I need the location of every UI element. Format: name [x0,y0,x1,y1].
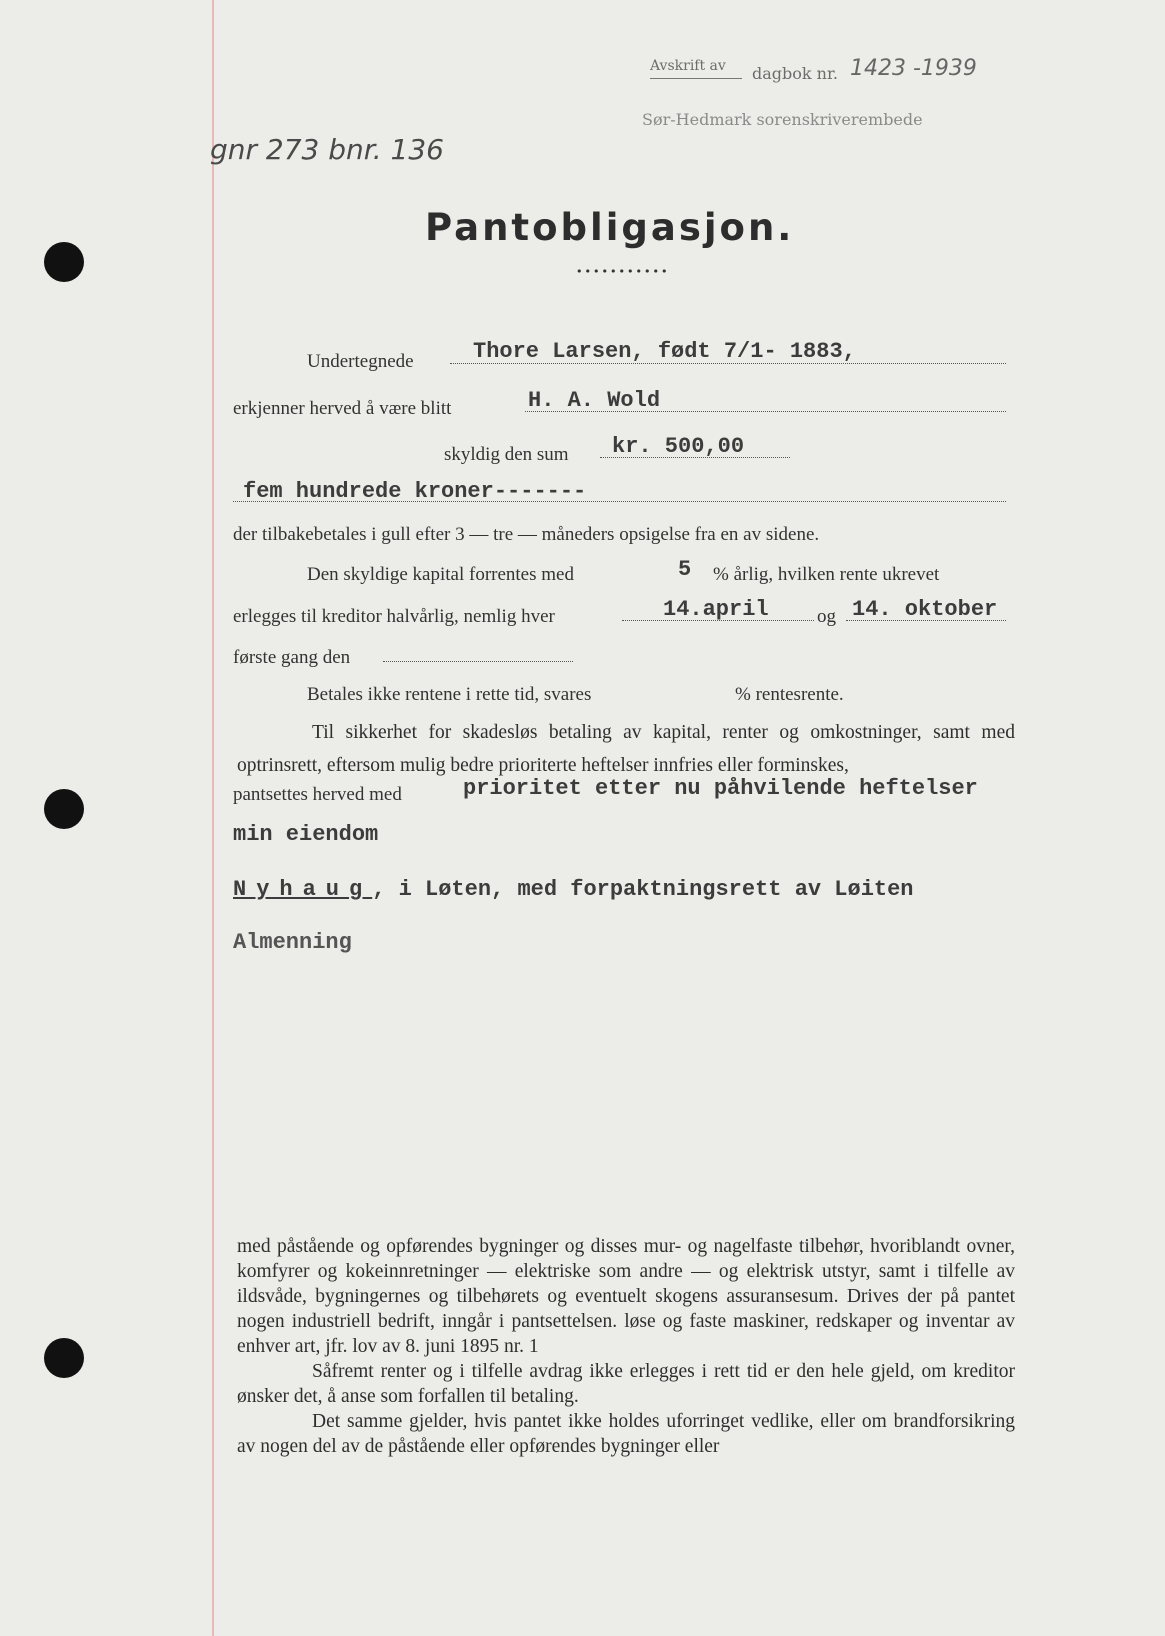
punch-hole-icon [44,242,84,282]
punch-hole-icon [44,1338,84,1378]
page-title: Pantobligasjon. [425,206,795,249]
erlegges-label: erlegges til kreditor halvårlig, nemlig hver [233,606,555,627]
stamp-avskrift: Avskrift av [650,58,726,74]
amount-value: kr. 500,00 [612,434,745,459]
sikkerhet-paragraph: Til sikkerhet for skadesløs betaling av kapital, renter og omkostninger, samt med optrinsrett, eftersom mulig bedre prioriterte heftelser innfries eller forminskes, [237,722,1015,776]
skyldig-label: skyldig den sum [444,444,569,465]
property-line [233,877,914,902]
kapital-label: Den skyldige kapital forrentes med [307,564,574,585]
kapital-label-2: % årlig, hvilken rente ukrevet [713,564,940,585]
date1-value: 14.april [663,597,769,622]
punch-hole-icon [44,789,84,829]
dotted-line [383,661,573,662]
erkjenner-label: erkjenner herved å være blitt [233,398,452,419]
margin-line [212,0,214,1636]
undertegnede-label: Undertegnede [307,351,414,372]
pantsettes-label: pantsettes herved med [233,784,402,805]
og-label: og [817,606,836,627]
amount-words-value: fem hundrede kroner------- [243,479,587,504]
rate-value: 5 [678,557,692,582]
almenning-line: Almenning [233,930,352,955]
pantsettes-value: prioritet etter nu påhvilende heftelser [463,776,978,801]
bottom-paragraph-3: Det samme gjelder, hvis pantet ikke holdes uforringet vedlike, eller om brandforsikring av nogen del av de påstående eller opførendes bygninger eller [237,1411,1015,1457]
dotted-line [233,501,1006,502]
stamp-office: Sør-Hedmark sorenskriverembede [642,110,923,129]
tilbake-text: der tilbakebetales i gull efter 3 — tre — måneders opsigelse fra en av sidene. [233,524,820,545]
stamp-underline [650,78,742,79]
eiendom-line: min eiendom [233,822,379,847]
bottom-paragraph-2: Såfremt renter og i tilfelle avdrag ikke erlegges i rett tid er den hele gjeld, om kreditor ønsker det, å anse som forfallen til betaling. [237,1361,1015,1407]
date2-value: 14. oktober [852,597,998,622]
forste-label: første gang den [233,647,351,668]
bottom-paragraph-1: med påstående og opførendes bygninger og disses mur- og nagelfaste tilbehør, hvoriblandt ovner, komfyrer og kokeinnretninger — elektriske som andre — og elektrisk utstyr, samt i tilfelle av ildsvåde, bygningernes og tilbehørets og eventuelt skogens assuransesum. Drives der på pantet nogen industriell bedrift, inngår i pantsettelsen. løse og faste maskiner, redskaper og inventar av enhver art, jfr. lov av 8. juni 1895 nr. 1 [237,1236,1015,1357]
betales-label: Betales ikke rentene i rette tid, svares [307,684,592,705]
title-dots [575,269,668,273]
dagbok-number: 1423 -1939 [850,56,977,81]
stamp-dagbok-label: dagbok nr. [752,64,838,83]
property-name: Nyhaug [233,877,373,902]
handwritten-gnr-bnr: gnr 273 bnr. 136 [210,133,444,166]
betales-label-2: % rentesrente. [735,684,844,705]
property-rest: , i Løten, med forpaktningsrett av Løiten [372,877,914,902]
creditor-value: H. A. Wold [528,388,661,413]
undertegnede-value: Thore Larsen, født 7/1- 1883, [473,339,856,364]
